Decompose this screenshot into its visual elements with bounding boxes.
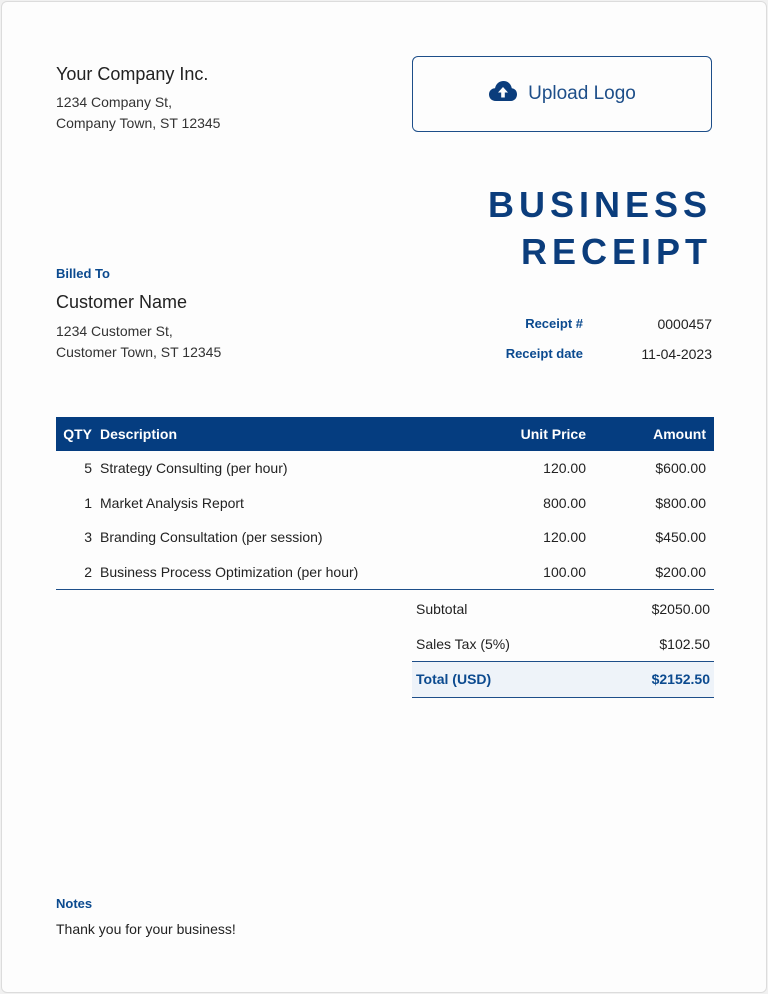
receipt-number: 0000457 (657, 316, 712, 332)
tax-row (412, 627, 714, 662)
subtotal-value: $2050.00 (651, 601, 710, 618)
customer-name: Customer Name (56, 292, 188, 312)
table-header-row (56, 417, 714, 451)
upload-logo-label: Upload Logo (528, 83, 636, 104)
row-description: Business Process Optimization (per hour) (100, 555, 486, 590)
receipt-page (1, 1, 767, 993)
row-unit-price: 120.00 (543, 460, 586, 477)
header-unit-price: Unit Price (520, 426, 586, 442)
row-qty: 5 (84, 460, 92, 477)
cloud-upload-icon (488, 79, 518, 109)
row-amount: $800.00 (655, 494, 706, 511)
tax-label: Sales Tax (5%) (416, 635, 510, 652)
row-unit-price: 100.00 (486, 555, 606, 590)
company-address-line1: 1234 Company St, (56, 94, 172, 110)
header-description: Description (100, 426, 178, 442)
row-description: Branding Consultation (per session) (100, 529, 323, 546)
customer-address-line2: Customer Town, ST 12345 (56, 344, 222, 360)
row-unit-price: 120.00 (543, 529, 586, 546)
total-value: $2152.50 (595, 662, 714, 698)
company-address-line2: Company Town, ST 12345 (56, 115, 221, 131)
row-qty: 3 (84, 529, 92, 546)
row-qty: 1 (84, 494, 92, 511)
row-description: Strategy Consulting (per hour) (100, 460, 288, 477)
table-row (56, 520, 714, 555)
subtotal-label: Subtotal (416, 601, 468, 618)
header-qty: QTY (63, 426, 92, 442)
receipt-date-label: Receipt date (505, 346, 583, 361)
table-row (56, 555, 714, 590)
customer-address-line1: 1234 Customer St, (56, 323, 173, 339)
company-name: Your Company Inc. (56, 64, 209, 84)
total-label: Total (USD) (412, 662, 595, 698)
upload-logo-button[interactable] (412, 56, 712, 132)
row-amount: $600.00 (655, 460, 706, 477)
subtotal-row (412, 592, 714, 627)
table-row (56, 486, 714, 521)
table-row (56, 451, 714, 486)
receipt-number-label: Receipt # (525, 316, 583, 331)
row-amount: $450.00 (655, 529, 706, 546)
row-qty: 2 (56, 555, 100, 590)
line-items-table (56, 417, 714, 590)
row-unit-price: 800.00 (543, 494, 586, 511)
notes-label: Notes (56, 896, 93, 911)
header-amount: Amount (653, 426, 706, 442)
receipt-date: 11-04-2023 (641, 346, 712, 362)
totals-table (412, 592, 714, 698)
notes-text: Thank you for your business! (56, 921, 236, 937)
title-line1: BUSINESS (487, 184, 712, 225)
tax-value: $102.50 (659, 635, 710, 652)
row-amount: $200.00 (606, 555, 714, 590)
total-row (412, 662, 714, 698)
billed-to-label: Billed To (56, 266, 110, 281)
row-description: Market Analysis Report (100, 494, 244, 511)
title-line2: RECEIPT (520, 231, 712, 272)
